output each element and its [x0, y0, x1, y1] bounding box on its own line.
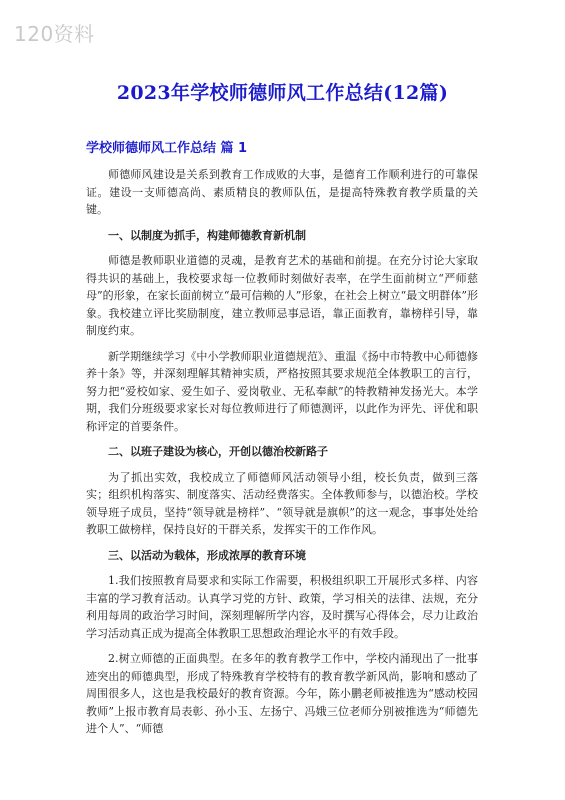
watermark: 120资料: [14, 22, 95, 46]
heading-3: 三、以活动为载体，形成浓厚的教育环境: [108, 548, 306, 562]
paragraph-intro: 师德师风建设是关系到教育工作成败的大事，是德育工作顺利进行的可靠保证。建设一支师德高尚、素质精良的教师队伍，是提高特殊教育教学质量的关键。: [86, 168, 478, 216]
paragraph-4: 为了抓出实效，我校成立了师德师风活动领导小组，校长负责，做到三落实；组织机构落实、制度落实、活动经费落实。全体教师参与，以德治校。学校领导班子成员，坚持“领导就是榜样”、“领导就是旗帜”的这一观念，事事处处给教职工做榜样，保持良好的干群关系，发挥实干的工作作风。: [86, 470, 478, 536]
paragraph-3: 新学期继续学习《中小学教师职业道德规范》、重温《扬中市特教中心师德修养十条》等，并深刻理解其精神实质，严格按照其要求规范全体教职工的言行，努力把“爱校如家、爱生如子、爱岗敬业、无私奉献”的特教精神发扬光大。本学期，我们分班级要求家长对每位教师进行了师德测评，以此作为评先、评优和职称评定的首要条件。: [86, 349, 478, 433]
heading-1: 一、以制度为抓手，构建师德教育新机制: [108, 228, 306, 242]
section-title: 学校师德师风工作总结 篇 1: [86, 141, 248, 156]
document-body: [86, 166, 478, 746]
paragraph-2: 师德是教师职业道德的灵魂，是教育艺术的基础和前提。在充分讨论大家取得共识的基础上，我校要求每一位教师时刻做好表率，在学生面前树立“严师慈母”的形象，在家长面前树立“最可信赖的人”形象，在社会上树立“最文明群体”形象。我校建立评比奖励制度，建立教师忌事忌语，靠正面教育，靠榜样引导，靠制度约束。: [86, 254, 478, 337]
document-title: 2023年学校师德师风工作总结(12篇): [116, 82, 449, 104]
paragraph-5: 1.我们按照教育局要求和实际工作需要，积极组织职工开展形式多样、内容丰富的学习教育活动。认真学习党的方针、政策，学习相关的法律、法规，充分利用每周的政治学习时间，深刻理解所学内容，及时撰写心得体会，尽力让政治学习活动真正成为提高全体教职工思想政治理论水平的有效手段。: [86, 574, 478, 640]
heading-2: 二、以班子建设为核心，开创以德治校新路子: [108, 445, 328, 458]
paragraph-6: 2.树立师德的正面典型。在多年的教育教学工作中，学校内涌现出了一批事迹突出的师德典型，形成了特殊教育学校特有的教育教学新风尚，影响和感动了周围很多人，这也是我校最好的教育资源。今年，陈小鹏老师被推选为“感动校园教师”上报市教育局表彰、孙小玉、左扬宁、冯娥三位老师分别被推选为“师德先进个人”、“师德: [86, 652, 478, 735]
